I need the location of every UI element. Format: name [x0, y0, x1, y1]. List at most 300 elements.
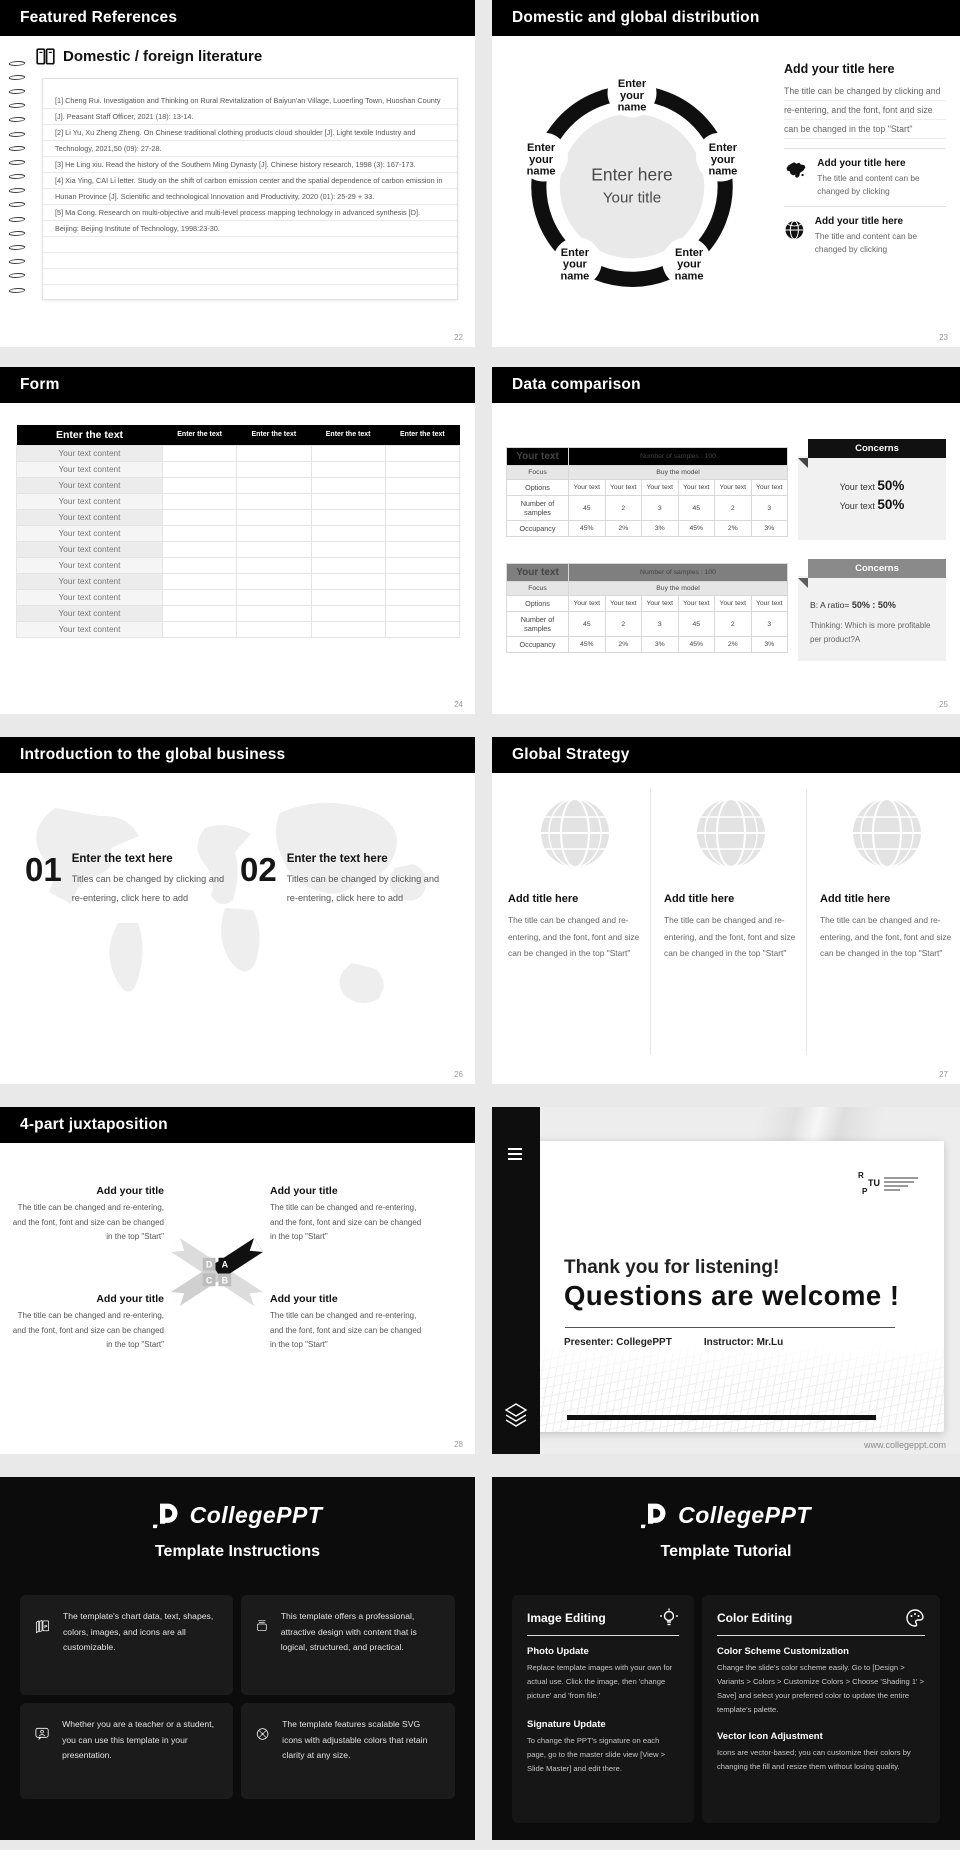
questions-headline: Questions are welcome !: [564, 1280, 900, 1311]
empty-cell: [237, 509, 311, 525]
item-body: Titles can be changed by clicking and re-entering, click here to add: [71, 874, 225, 903]
empty-cell: [237, 445, 311, 461]
item-body: The title can be changed and re-entering, and the font, font and size can be changed in the top "Start": [12, 1311, 164, 1349]
table-row: [17, 477, 460, 493]
table-row: [507, 637, 788, 653]
cell: 45%: [569, 521, 606, 537]
empty-cell: [163, 541, 237, 557]
concerns-box-1: [798, 439, 946, 540]
concerns-box-2: [798, 559, 946, 661]
page-number: 28: [454, 1440, 463, 1449]
empty-cell: [237, 525, 311, 541]
reference-entry: [3] He Ling xiu. Read the history of the Southern Ming Dynasty [J]. Chinese history research, 1998 (3): 167-173.: [55, 160, 416, 169]
row-label: Number of samples: [507, 496, 569, 521]
row-label: Your text content: [17, 557, 163, 573]
cell: 3%: [751, 637, 788, 653]
chat-person-icon: [34, 1717, 50, 1751]
tutorial-card-image-editing: [512, 1595, 694, 1823]
scalable-icon: [255, 1717, 270, 1751]
globe-icon: [693, 795, 769, 871]
sidebar-strip: [492, 1107, 540, 1454]
cell: 2: [715, 612, 752, 637]
ring-label: Enter your name: [526, 142, 556, 178]
comparison-table-1: [506, 447, 788, 537]
cell: Your text: [642, 480, 679, 496]
headline-divider: [565, 1327, 895, 1328]
table-row: [507, 521, 788, 537]
spiral-ring-icon: [7, 259, 27, 264]
slide-title-bar: [492, 737, 960, 773]
item-title: Enter the text here: [71, 853, 173, 865]
row-label: Your text content: [17, 445, 163, 461]
ring-label: Enter your name: [560, 247, 590, 283]
empty-cell: [385, 493, 459, 509]
item-title: Add your title here: [814, 216, 904, 227]
cell: Your text: [569, 596, 606, 612]
cell: 2%: [715, 521, 752, 537]
strategy-column: [508, 789, 642, 962]
cell: 2%: [715, 637, 752, 653]
table-row: [17, 541, 460, 557]
empty-cell: [311, 589, 385, 605]
slide-title: Introduction to the global business: [20, 746, 286, 763]
row-label: Options: [507, 596, 569, 612]
empty-cell: [385, 461, 459, 477]
concerns-body: [798, 576, 946, 661]
letter-c: C: [205, 1275, 213, 1286]
empty-cell: [311, 461, 385, 477]
concerns-ribbon: Concerns: [808, 559, 946, 578]
ratio-label: B: A ratio=: [810, 600, 850, 610]
page-number: 22: [454, 333, 463, 342]
row-label: Your text content: [17, 525, 163, 541]
empty-cell: [237, 621, 311, 637]
column-body: The title can be changed and re-entering, and the font, font and size can be changed in the top "Start": [664, 915, 796, 958]
cell: 3: [751, 612, 788, 637]
reference-entry: [2] Li Yu, Xu Zheng Zheng. On Chinese traditional clothing products cloud shoulder [J]. Light textile Industry and Technology, 2021,50 (09): 27-28.: [55, 128, 416, 153]
logo-letter: P: [862, 1187, 868, 1196]
page-number: 23: [939, 333, 948, 342]
item-title: Add your title: [96, 1293, 164, 1305]
empty-cell: [385, 509, 459, 525]
row-label: Number of samples: [507, 612, 569, 637]
row-label: Your text content: [17, 573, 163, 589]
table-header-row: [507, 448, 788, 466]
page-number: 24: [454, 700, 463, 709]
section-title: Vector Icon Adjustment: [717, 1731, 823, 1742]
table-samples: Number of samples : 100: [569, 564, 788, 582]
cell: 45: [678, 612, 715, 637]
spiral-ring-icon: [7, 61, 27, 66]
empty-cell: [311, 573, 385, 589]
column-title: Add title here: [664, 893, 735, 905]
card-header: [527, 1608, 679, 1636]
website-url: www.collegeppt.com: [863, 1440, 946, 1450]
empty-cell: [311, 477, 385, 493]
empty-cell: [163, 477, 237, 493]
slide-title: Featured References: [20, 9, 178, 26]
table-header-row: [507, 564, 788, 582]
item-texts: [287, 853, 445, 908]
column-body: The title can be changed and re-entering, and the font, font and size can be changed in the top "Start": [508, 915, 640, 958]
numbered-item: [25, 853, 230, 908]
slide-featured-references: [0, 0, 475, 347]
table-subheader-row: [507, 466, 788, 480]
reference-entry: [4] Xia Ying, CAI Li letter. Study on the shift of carbon emission center and the spatial dependence of carbon emission in Hunan Province [J]. Scientific and technological Innovation and Productivity, 2020 (01): 25-29 + 33.: [55, 176, 443, 201]
column-divider: [806, 789, 807, 1055]
concern-text: Your text: [839, 482, 875, 492]
reference-entry: [5] Ma Cong. Research on multi-objective and multi-level process mapping technology in advanced synthesis [D]. Beijing: Beijing Institute of Technology, 1998:23-30.: [55, 208, 421, 233]
instructor-label: Instructor: Mr.Lu: [703, 1337, 784, 1348]
distribution-item: [784, 148, 946, 206]
empty-cell: [311, 509, 385, 525]
china-map-icon: [784, 158, 807, 184]
palette-icon: [905, 1608, 925, 1628]
cell: 45: [569, 496, 606, 521]
spiral-ring-icon: [7, 117, 27, 122]
slide-global-business: [0, 737, 475, 1084]
slide-template-instructions: [0, 1477, 475, 1840]
spiral-ring-icon: [7, 231, 27, 236]
instruction-card: [241, 1595, 455, 1695]
box-icon: [255, 1609, 269, 1643]
cell: 45: [569, 612, 606, 637]
strategy-column: [664, 789, 798, 962]
table-row: [17, 605, 460, 621]
slide-title: Form: [20, 376, 60, 393]
literature-icon: [36, 48, 55, 65]
empty-cell: [163, 557, 237, 573]
form-table: [16, 425, 460, 638]
empty-cell: [385, 525, 459, 541]
cycle-diagram: [498, 44, 766, 326]
row-label: Your text content: [17, 621, 163, 637]
concerns-body: [798, 456, 946, 540]
brand-name: CollegePPT: [678, 1501, 811, 1528]
cell: Your text: [605, 596, 642, 612]
university-logo: [858, 1171, 924, 1209]
column-header: Enter the text: [311, 425, 385, 445]
row-label: Your text content: [17, 477, 163, 493]
slide-data-comparison: [492, 367, 960, 714]
slide-title: Domestic and global distribution: [512, 9, 760, 26]
empty-cell: [311, 525, 385, 541]
quadrant-item: [270, 1185, 422, 1245]
slide-form: [0, 367, 475, 714]
card-header: [717, 1608, 925, 1636]
empty-cell: [385, 621, 459, 637]
row-label: Options: [507, 480, 569, 496]
thanks-headline: Thank you for listening!: [564, 1257, 780, 1278]
column-header: Enter the text: [17, 425, 163, 445]
cell: Your text: [715, 596, 752, 612]
ring-label: Enter your name: [617, 78, 647, 114]
focus-value: Buy the model: [569, 466, 788, 480]
spiral-ring-icon: [7, 75, 27, 80]
slide-title-bar: [0, 367, 475, 403]
comparison-table-2: [506, 563, 788, 653]
cell: 2%: [605, 637, 642, 653]
slide-title-bar: [492, 0, 960, 36]
card-text: The template's chart data, text, shapes, colors, images, and icons are all customizable.: [63, 1611, 214, 1652]
spiral-ring-icon: [7, 202, 27, 207]
distribution-right-panel: [784, 62, 946, 264]
focus-label: Focus: [507, 466, 569, 480]
column-header: Enter the text: [237, 425, 311, 445]
item-number: 01: [25, 851, 62, 888]
empty-cell: [237, 605, 311, 621]
instruction-card: [241, 1703, 455, 1799]
cell: 3%: [751, 521, 788, 537]
item-title: Add your title here: [817, 158, 906, 169]
cell: 3%: [642, 521, 679, 537]
spiral-ring-icon: [7, 132, 27, 137]
logo-letter: R: [858, 1171, 864, 1180]
numbered-item: [240, 853, 445, 908]
spiral-binding-icon: [9, 56, 25, 297]
empty-cell: [311, 557, 385, 573]
item-texts: [817, 158, 946, 198]
cell: Your text: [569, 480, 606, 496]
cell: 3%: [642, 637, 679, 653]
empty-cell: [385, 589, 459, 605]
spiral-ring-icon: [7, 273, 27, 278]
empty-cell: [163, 525, 237, 541]
empty-cell: [163, 589, 237, 605]
item-title: Enter the text here: [286, 853, 388, 865]
chart-stack-icon: [34, 1609, 51, 1645]
thank-you-card: [532, 1141, 944, 1432]
slide-title-bar: [492, 367, 960, 403]
spiral-ring-icon: [7, 174, 27, 179]
diagram-center-subtitle: Your title: [602, 189, 662, 207]
table-subheader-row: [507, 582, 788, 596]
empty-cell: [311, 621, 385, 637]
menu-icon: [508, 1145, 522, 1163]
item-title: Add your title: [96, 1185, 164, 1197]
brand-row: [0, 1501, 475, 1529]
slide-title-bar: [0, 1107, 475, 1143]
item-texts: [72, 853, 230, 908]
concern-text: Your text: [839, 501, 875, 511]
table-row: [17, 493, 460, 509]
distribution-item: [784, 206, 946, 264]
ring-label: Enter your name: [708, 142, 738, 178]
row-label: Your text content: [17, 605, 163, 621]
spiral-ring-icon: [7, 89, 27, 94]
empty-cell: [311, 493, 385, 509]
item-body: The title can be changed and re-entering, and the font, font and size can be changed in the top "Start": [12, 1203, 164, 1241]
empty-cell: [237, 461, 311, 477]
table-row: [17, 589, 460, 605]
quadrant-item: [270, 1293, 422, 1353]
empty-cell: [237, 541, 311, 557]
empty-cell: [237, 557, 311, 573]
column-header: Enter the text: [163, 425, 237, 445]
cell: 2: [605, 612, 642, 637]
empty-cell: [237, 493, 311, 509]
row-label: Your text content: [17, 509, 163, 525]
focus-value: Buy the model: [569, 582, 788, 596]
tutorial-card-color-editing: [702, 1595, 940, 1823]
empty-cell: [163, 509, 237, 525]
card-text: This template offers a professional, attractive design with content that is logical, structured, and practical.: [280, 1611, 417, 1652]
cell: 2: [605, 496, 642, 521]
thinking-line: Thinking: Which is more profitable per product?A: [810, 621, 931, 644]
cell: 3: [642, 612, 679, 637]
row-label: Your text content: [17, 493, 163, 509]
globe-icon: [537, 795, 613, 871]
slide-title-bar: [0, 737, 475, 773]
cell: Your text: [678, 596, 715, 612]
focus-label: Focus: [507, 582, 569, 596]
slide-title: Data comparison: [512, 376, 641, 393]
quadrant-item: [12, 1293, 164, 1353]
empty-cell: [163, 605, 237, 621]
cell: 2: [715, 496, 752, 521]
column-divider: [650, 789, 651, 1055]
item-body: The title can be changed and re-entering, and the font, font and size can be changed in the top "Start": [270, 1203, 422, 1241]
table-row: [17, 621, 460, 637]
slide-template-tutorial: [492, 1477, 960, 1840]
world-map-background: [0, 773, 475, 1084]
strategy-column: [820, 789, 954, 962]
section-body: To change the PPT's signature on each page, go to the master slide view [View > Slide Master] and edit there.: [527, 1736, 666, 1773]
table-row: [17, 461, 460, 477]
brand-name: CollegePPT: [189, 1501, 323, 1528]
card-title: Color Editing: [717, 1611, 793, 1625]
empty-cell: [237, 573, 311, 589]
logo-letter: TU: [868, 1178, 880, 1188]
instruction-card: [20, 1595, 233, 1695]
letter-a: A: [221, 1259, 229, 1270]
layers-icon: [504, 1402, 528, 1428]
section-heading-text: Domestic / foreign literature: [63, 48, 263, 65]
page-number: 25: [939, 700, 948, 709]
spiral-ring-icon: [7, 245, 27, 250]
section-title: Photo Update: [527, 1646, 589, 1657]
svg-text:P: P: [44, 1624, 48, 1630]
table-row: [507, 496, 788, 521]
empty-cell: [311, 445, 385, 461]
panel-title: Add your title here: [784, 62, 895, 76]
empty-cell: [237, 477, 311, 493]
empty-cell: [163, 461, 237, 477]
reference-entry: [1] Cheng Rui. Investigation and Thinking on Rural Revitalization of Baiyun'an Village, Luoerling Town, Huoshan County [J]. Peasant Staff Officer, 2021 (18): 13-14.: [55, 96, 441, 121]
quadrant-item: [12, 1185, 164, 1245]
spiral-ring-icon: [7, 188, 27, 193]
cell: 2%: [605, 521, 642, 537]
table-row: [507, 480, 788, 496]
card-text: Whether you are a teacher or a student, you can use this template in your presentation.: [62, 1719, 214, 1760]
cell: Your text: [751, 596, 788, 612]
footer-bar: [567, 1415, 876, 1420]
card-text: The template features scalable SVG icons with adjustable colors that retain clarity at any size.: [282, 1719, 428, 1760]
collegeppt-logo-icon: [641, 1501, 669, 1529]
collegeppt-logo-icon: [153, 1501, 181, 1529]
row-label: Your text content: [17, 461, 163, 477]
column-title: Add title here: [508, 893, 579, 905]
section-body: Change the slide's color scheme easily. Go to [Design > Variants > Colors > Customize Colors > Choose 'Shading 1' > Save] and select your preferred color to update the entire template's palette.: [717, 1663, 925, 1714]
empty-cell: [163, 493, 237, 509]
column-header: Enter the text: [385, 425, 459, 445]
empty-cell: [385, 573, 459, 589]
table-title: Your text: [507, 564, 569, 582]
table-row: [507, 612, 788, 637]
cell: Your text: [605, 480, 642, 496]
table-row: [17, 573, 460, 589]
lightbulb-icon: [659, 1608, 679, 1628]
item-texts: [815, 216, 946, 256]
table-row: [507, 596, 788, 612]
empty-cell: [237, 589, 311, 605]
slide-distribution: [492, 0, 960, 347]
table-row: [17, 557, 460, 573]
table-header-row: [17, 425, 460, 445]
globe-icon: [849, 795, 925, 871]
item-title: Add your title: [270, 1293, 338, 1305]
concern-line: [810, 497, 934, 512]
x-ribbon-diagram: [157, 1207, 277, 1337]
item-body: Titles can be changed by clicking and re-entering, click here to add: [286, 874, 440, 903]
section-body: Replace template images with your own for actual use. Click the image, then 'change picture' and 'from file.': [527, 1663, 673, 1700]
card-title: Image Editing: [527, 1611, 606, 1625]
section-title: Color Scheme Customization: [717, 1646, 849, 1657]
cell: Your text: [751, 480, 788, 496]
cycle-diagram-graphic: [498, 44, 766, 326]
table-row: [17, 445, 460, 461]
cell: 3: [642, 496, 679, 521]
empty-cell: [385, 557, 459, 573]
row-label: Your text content: [17, 589, 163, 605]
dark-slide-heading: Template Instructions: [154, 1543, 321, 1560]
empty-cell: [385, 605, 459, 621]
table-title: Your text: [507, 448, 569, 466]
concerns-ribbon: Concerns: [808, 439, 946, 458]
section-heading: [36, 48, 262, 65]
row-label: Occupancy: [507, 637, 569, 653]
slide-title-bar: [0, 0, 475, 36]
empty-cell: [311, 541, 385, 557]
presenter-label: Presenter: CollegePPT: [564, 1337, 672, 1348]
cell: Your text: [642, 596, 679, 612]
column-body: The title can be changed and re-entering, and the font, font and size can be changed in the top "Start": [820, 915, 952, 958]
diagram-center-title: Enter here: [591, 164, 673, 185]
cell: 3: [751, 496, 788, 521]
empty-cell: [385, 445, 459, 461]
letter-b: B: [221, 1275, 229, 1286]
cell: 45%: [569, 637, 606, 653]
slide-title: Global Strategy: [512, 746, 630, 763]
empty-cell: [163, 445, 237, 461]
references-card: [42, 78, 458, 300]
page-number: 27: [939, 1070, 948, 1079]
item-title: Add your title: [270, 1185, 338, 1197]
concern-value: 50%: [877, 497, 905, 512]
cell: 45: [678, 496, 715, 521]
ratio-line: [810, 600, 934, 610]
empty-cell: [385, 477, 459, 493]
spiral-ring-icon: [7, 146, 27, 151]
panel-body: The title can be changed by clicking and re-entering, and the font, font and size can be changed in the top "Start": [784, 82, 946, 139]
cell: 45%: [678, 521, 715, 537]
spiral-ring-icon: [7, 103, 27, 108]
dark-slide-heading: Template Tutorial: [660, 1543, 792, 1560]
table-samples: Number of samples : 100: [569, 448, 788, 466]
cell: Your text: [678, 480, 715, 496]
slide-title: 4-part juxtaposition: [20, 1116, 168, 1133]
ratio-value: 50% : 50%: [851, 600, 896, 610]
